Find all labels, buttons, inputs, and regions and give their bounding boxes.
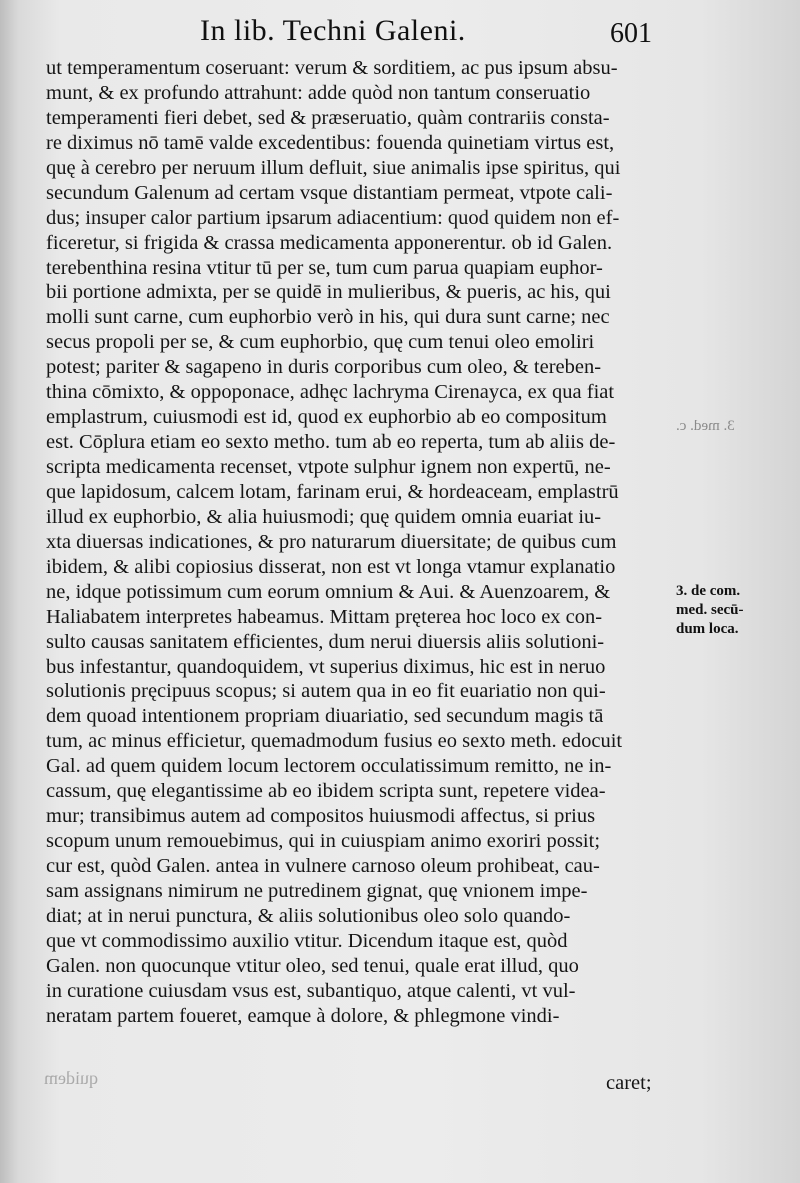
text-line: potest; pariter & sagapeno in duris corporibus cum oleo, & tereben-	[46, 356, 602, 379]
text-line: dem quoad intentionem propriam diuariatio, sed secundum magis tā	[46, 705, 604, 728]
text-line: munt, & ex profundo attrahunt: adde quòd non tantum conseruatio	[46, 81, 591, 104]
text-line: tum, ac minus efficietur, quemadmodum fusius eo sexto meth. edocuit	[46, 730, 623, 753]
text-line: sulto causas sanitatem efficientes, dum nerui diuersis aliis solutioni-	[46, 630, 605, 653]
marginal-note-line: med. secū-	[676, 602, 744, 618]
text-line: sam assignans nimirum ne putredinem gignat, quę vnionem impe-	[46, 879, 588, 902]
body-text	[46, 56, 670, 1029]
text-line: molli sunt carne, cum euphorbio verò in his, qui dura sunt carne; nec	[46, 306, 610, 329]
text-line: terebenthina resina vtitur tū per se, tum cum parua quapiam euphor-	[46, 256, 603, 279]
text-line: secus propoli per se, & cum euphorbio, quę cum tenui oleo emoliri	[46, 331, 595, 354]
text-line: ne, idque potissimum cum eorum omnium & Aui. & Auenzoarem, &	[46, 580, 611, 603]
text-line: solutionis pręcipuus scopus; si autem qua in eo fit euariatio non qui-	[46, 680, 606, 703]
text-line: Galen. non quocunque vtitur oleo, sed tenui, quale erat illud, quo	[46, 954, 579, 977]
text-line: mur; transibimus autem ad compositos huiusmodi affectus, si prius	[46, 805, 596, 828]
text-line: ut temperamentum coseruant: verum & sorditiem, ac pus ipsum absu-	[46, 57, 618, 79]
text-line: cassum, quę elegantissime ab eo ibidem scripta sunt, repetere videa-	[46, 780, 606, 803]
text-line: dus; insuper calor partium ipsarum adiacentium: quod quidem non ef-	[46, 206, 620, 229]
text-line: Haliabatem interpretes habeamus. Mittam pręterea hoc loco ex con-	[46, 605, 603, 628]
marginal-note-line: dum loca.	[676, 621, 739, 637]
text-line: neratam partem foueret, eamque à dolore, & phlegmone vindi-	[46, 1004, 560, 1027]
catchword: caret;	[606, 1072, 652, 1094]
page-number: 601	[610, 18, 652, 49]
text-line: que lapidosum, calcem lotam, farinam erui, & hordeaceam, emplastrū	[46, 480, 619, 503]
text-line: in curatione cuiusdam vsus est, subantiquo, atque calenti, vt vul-	[46, 979, 576, 1002]
text-line: ficeretur, si frigida & crassa medicamenta apponerentur. ob id Galen.	[46, 231, 613, 254]
text-line: thina cōmixto, & oppoponace, adhęc lachryma Cirenayca, ex qua fiat	[46, 381, 615, 404]
text-line: scopum unum remouebimus, qui in cuiuspiam animo exoriri possit;	[46, 830, 601, 853]
text-line: cur est, quòd Galen. antea in vulnere carnoso oleum prohibeat, cau-	[46, 855, 600, 877]
bleed-through-note: 3. med. c.	[676, 418, 735, 434]
text-line: est. Cōplura etiam eo sexto metho. tum ab eo reperta, tum ab aliis de-	[46, 431, 616, 454]
text-line: secundum Galenum ad certam vsque distantiam permeat, vtpote cali-	[46, 181, 613, 204]
text-line: illud ex euphorbio, & alia huiusmodi; quę quidem omnia euariat iu-	[46, 505, 602, 528]
text-line: quę à cerebro per neruum illum defluit, siue animalis ipse spiritus, qui	[46, 156, 621, 179]
running-title: In lib. Techni Galeni.	[200, 14, 466, 47]
text-line: bii portione admixta, per se quidē in mulieribus, & pueris, ac his, qui	[46, 281, 611, 304]
text-line: re diximus nō tamē valde excedentibus: fouenda quinetiam virtus est,	[46, 131, 615, 154]
text-line: diat; at in nerui punctura, & aliis solutionibus oleo solo quando-	[46, 904, 571, 927]
text-line: xta diuersas indicationes, & pro naturarum diuersitate; de quibus cum	[46, 530, 617, 553]
text-line: que vt commodissimo auxilio vtitur. Dicendum itaque est, quòd	[46, 929, 568, 952]
text-line: bus infestantur, quandoquidem, vt superius diximus, hic est in neruo	[46, 655, 606, 678]
text-line: scripta medicamenta recenset, vtpote sulphur ignem non expertū, ne-	[46, 456, 611, 478]
text-line: Gal. ad quem quidem locum lectorem occulatissimum remitto, ne in-	[46, 755, 612, 778]
text-line: ibidem, & alibi copiosius disserat, non est vt longa vtamur explanatio	[46, 555, 616, 578]
marginal-note	[676, 582, 766, 639]
marginal-note-line: 3. de com.	[676, 583, 741, 599]
text-line: temperamenti fieri debet, sed & præseruatio, quàm contrariis consta-	[46, 106, 610, 129]
text-line: emplastrum, cuiusmodi est id, quod ex euphorbio ab eo compositum	[46, 406, 607, 429]
bleed-through-footer: quidem	[44, 1068, 98, 1088]
